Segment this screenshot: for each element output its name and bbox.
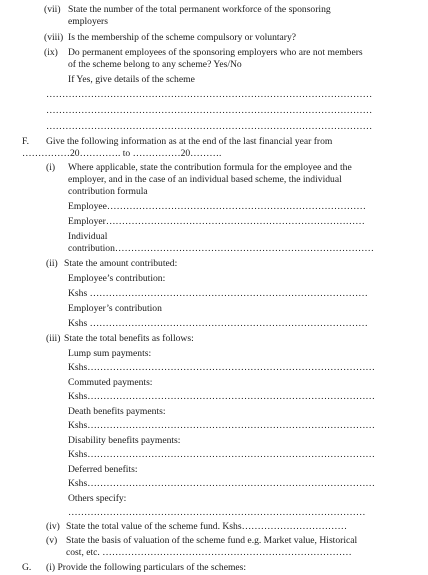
employer-contribution-label: Employer’s contribution <box>68 303 162 314</box>
valuation-basis-field[interactable]: cost, etc. …………………………………………………………………… <box>66 547 352 558</box>
disability-benefits-kshs-field[interactable]: Kshs……………………………………………………………………………… <box>68 449 376 460</box>
others-specify-field[interactable]: ………………………………………………………………………………… <box>68 507 366 518</box>
scheme-details-dotted-line-2[interactable]: ………………………………………………………………………………………… <box>46 105 373 116</box>
employee-formula-field[interactable]: Employee……………………………………………………………………… <box>68 201 366 212</box>
item-f-iii-number: (iii) <box>46 333 61 344</box>
item-f-v-number: (v) <box>46 535 58 546</box>
item-ix-text-line3: If Yes, give details of the scheme <box>68 74 195 85</box>
section-g-letter: G. <box>22 562 32 573</box>
deferred-benefits-label: Deferred benefits: <box>68 464 138 475</box>
lump-sum-label: Lump sum payments: <box>68 348 152 359</box>
employee-contribution-kshs-field[interactable]: Kshs …………………………………………………………………………… <box>68 288 368 299</box>
item-f-i-text-line1: Where applicable, state the contribution formula for the employee and the <box>68 162 352 173</box>
item-f-ii-number: (ii) <box>46 258 58 269</box>
item-ix-text-line2: of the scheme belong to any scheme? Yes/No <box>68 59 242 70</box>
death-benefits-label: Death benefits payments: <box>68 406 166 417</box>
item-f-iv-number: (iv) <box>46 521 60 532</box>
employee-contribution-label: Employee’s contribution: <box>68 273 166 284</box>
section-g-item-i-text: (i) Provide the following particulars of the schemes: <box>46 562 247 573</box>
item-vii-text-line1: State the number of the total permanent workforce of the sponsoring <box>68 4 331 15</box>
scheme-details-dotted-line-1[interactable]: ………………………………………………………………………………………… <box>46 89 373 100</box>
commuted-label: Commuted payments: <box>68 377 153 388</box>
item-f-i-text-line2: employer, and in the case of an individual based scheme, the individual <box>68 174 342 185</box>
commuted-kshs-field[interactable]: Kshs……………………………………………………………………………… <box>68 391 376 402</box>
others-specify-label: Others specify: <box>68 493 127 504</box>
item-viii-number: (viii) <box>44 32 64 43</box>
individual-label: Individual <box>68 231 108 242</box>
item-vii-text-line2: employers <box>68 16 108 27</box>
item-vii-number: (vii) <box>44 4 61 15</box>
deferred-benefits-kshs-field[interactable]: Kshs……………………………………………………………………………… <box>68 478 376 489</box>
total-scheme-fund-field[interactable]: State the total value of the scheme fund. Kshs…………………………… <box>66 521 348 532</box>
item-f-i-text-line3: contribution formula <box>68 186 148 197</box>
employer-formula-field[interactable]: Employer……………………………………………………………………… <box>68 216 365 227</box>
individual-contribution-field[interactable]: contribution……………………………………………………………………… <box>68 243 374 254</box>
scheme-details-dotted-line-3[interactable]: ………………………………………………………………………………………… <box>46 121 373 132</box>
item-ix-number: (ix) <box>44 47 58 58</box>
item-f-iii-title: State the total benefits as follows: <box>64 333 194 344</box>
death-benefits-kshs-field[interactable]: Kshs……………………………………………………………………………… <box>68 420 376 431</box>
item-ix-text-line1: Do permanent employees of the sponsoring employers who are not members <box>68 47 363 58</box>
item-f-ii-title: State the amount contributed: <box>64 258 178 269</box>
item-viii-text: Is the membership of the scheme compulsory or voluntary? <box>68 32 297 43</box>
item-f-v-text-line1: State the basis of valuation of the scheme fund e.g. Market value, Historical <box>66 535 358 546</box>
employer-contribution-kshs-field[interactable]: Kshs …………………………………………………………………………… <box>68 318 368 329</box>
section-f-intro-line1: Give the following information as at the end of the last financial year from <box>46 136 333 147</box>
financial-year-range-field[interactable]: ……………20…………. to ……………20………. <box>22 148 222 159</box>
lump-sum-kshs-field[interactable]: Kshs……………………………………………………………………………… <box>68 362 376 373</box>
disability-benefits-label: Disability benefits payments: <box>68 435 181 446</box>
section-f-letter: F. <box>22 136 29 147</box>
item-f-i-number: (i) <box>46 162 56 173</box>
